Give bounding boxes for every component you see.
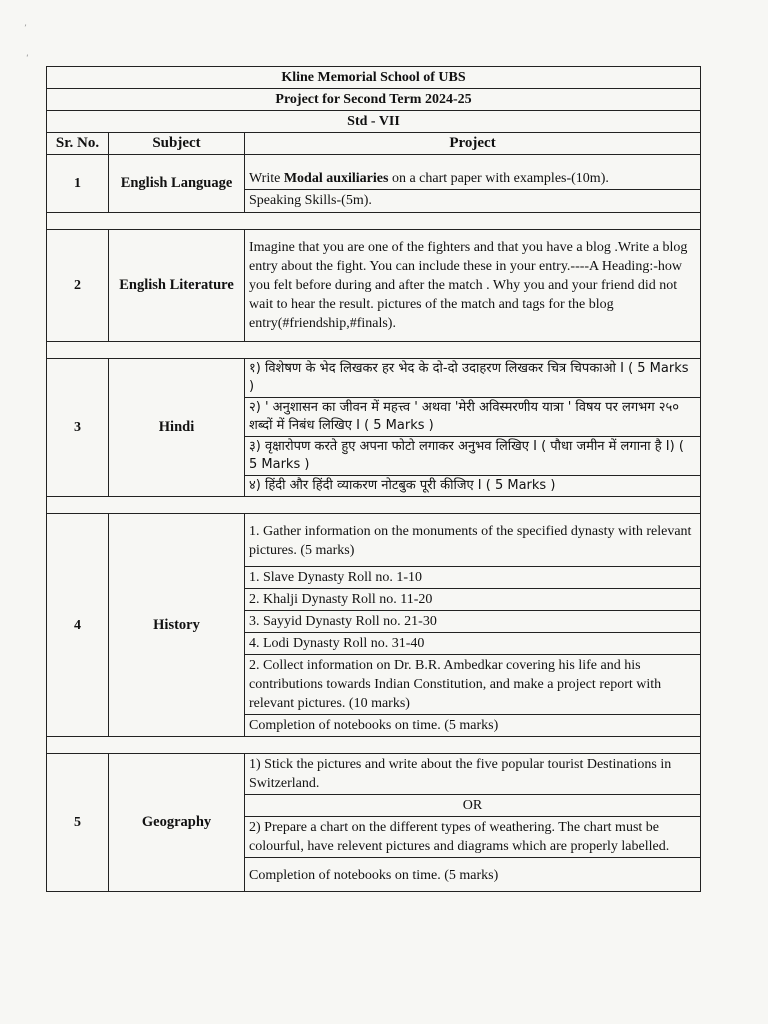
school-name: Kline Memorial School of UBS	[47, 67, 701, 89]
project-sheet	[46, 66, 700, 892]
serial-number: 5	[47, 754, 109, 892]
subject-name: English Literature	[109, 230, 245, 342]
project-title: Project for Second Term 2024-25	[47, 89, 701, 111]
scan-mark: ʻ	[26, 54, 29, 64]
table-row	[47, 155, 701, 190]
project-item	[245, 155, 701, 190]
project-item: 3. Sayyid Dynasty Roll no. 21-30	[245, 611, 701, 633]
project-item: 1. Slave Dynasty Roll no. 1-10	[245, 567, 701, 589]
project-item: २) ' अनुशासन का जीवन में महत्त्व ' अथवा 'मेरी अविस्मरणीय यात्रा ' विषय पर लगभग २५० शब्दों में निबंध लिखिए I ( 5 Marks )	[245, 398, 701, 437]
project-item: 2. Collect information on Dr. B.R. Ambedkar covering his life and his contributions towards Indian Constitution, and make a project report with relevant pictures. (10 marks)	[245, 655, 701, 715]
row-separator	[47, 497, 701, 514]
table-row	[47, 754, 701, 795]
serial-number: 3	[47, 359, 109, 497]
project-item: 4. Lodi Dynasty Roll no. 31-40	[245, 633, 701, 655]
project-item: Completion of notebooks on time. (5 marks)	[245, 715, 701, 737]
project-item: 2) Prepare a chart on the different types of weathering. The chart must be colourful, have relevent pictures and diagrams which are properly labelled.	[245, 817, 701, 858]
serial-number: 4	[47, 514, 109, 737]
project-item: १) विशेषण के भेद लिखकर हर भेद के दो-दो उदाहरण लिखकर चित्र चिपकाओ I ( 5 Marks )	[245, 359, 701, 398]
subject-name: English Language	[109, 155, 245, 213]
table-row	[47, 359, 701, 398]
std-label: Std - VII	[47, 111, 701, 133]
col-header-project: Project	[245, 133, 701, 155]
project-item: 2. Khalji Dynasty Roll no. 11-20	[245, 589, 701, 611]
scan-mark: ’	[24, 24, 27, 34]
project-table	[46, 66, 701, 892]
subject-name: Geography	[109, 754, 245, 892]
project-item: ४) हिंदी और हिंदी व्याकरण नोटबुक पूरी कीजिए I ( 5 Marks )	[245, 476, 701, 497]
project-item: 1. Gather information on the monuments of the specified dynasty with relevant pictures. (5 marks)	[245, 514, 701, 567]
row-separator	[47, 213, 701, 230]
project-text-post: on a chart paper with examples-(10m).	[388, 171, 609, 186]
project-item: Completion of notebooks on time. (5 marks)	[245, 858, 701, 892]
col-header-subject: Subject	[109, 133, 245, 155]
project-item: OR	[245, 795, 701, 817]
project-item: Imagine that you are one of the fighters and that you have a blog .Write a blog entry about the fight. You can include these in your entry.----A Heading:-how you felt before during and after the match . Why you and your friend did not wait to hear the result. pictures of the match and tags for the blog entry(#friendship,#finals).	[245, 230, 701, 342]
project-item: Speaking Skills-(5m).	[245, 190, 701, 213]
project-item: ३) वृक्षारोपण करते हुए अपना फोटो लगाकर अनुभव लिखिए I ( पौधा जमीन में लगाना है I) ( 5 Marks )	[245, 437, 701, 476]
serial-number: 2	[47, 230, 109, 342]
row-separator	[47, 737, 701, 754]
project-item: 1) Stick the pictures and write about the five popular tourist Destinations in Switzerland.	[245, 754, 701, 795]
table-row	[47, 230, 701, 342]
project-text-pre: Write	[249, 171, 284, 186]
subject-name: Hindi	[109, 359, 245, 497]
subject-name: History	[109, 514, 245, 737]
table-row	[47, 514, 701, 567]
serial-number: 1	[47, 155, 109, 213]
col-header-sr: Sr. No.	[47, 133, 109, 155]
row-separator	[47, 342, 701, 359]
project-text-bold: Modal auxiliaries	[283, 171, 389, 186]
